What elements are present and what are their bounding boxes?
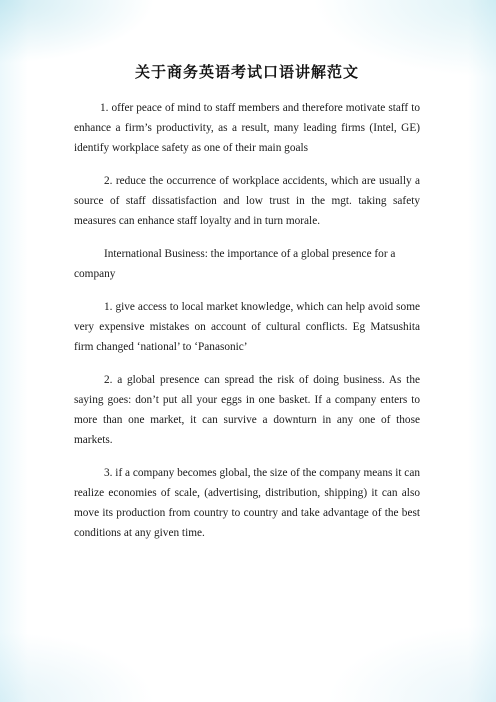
section-heading-international-business: International Business: the importance of a global presence for a company <box>74 248 396 280</box>
document-body <box>74 62 420 556</box>
document-title: 关于商务英语考试口语讲解范文 <box>134 63 359 81</box>
paragraph-global-economies-of-scale: 3. if a company becomes global, the size of the company means it can realize economies of scale, (advertising, distribution, shipping) it can also move its production from country to country and take advantage of the best conditions at any given time. <box>74 467 420 539</box>
paragraph-safety-reduce-accidents: 2. reduce the occurrence of workplace accidents, which are usually a source of staff dissatisfaction and low trust in the mgt. taking safety measures can enhance staff loyalty and in turn morale. <box>74 175 420 227</box>
paragraph-global-local-knowledge: 1. give access to local market knowledge, which can help avoid some very expensive mistakes on account of cultural conflicts. Eg Matsushita firm changed ‘national’ to ‘Panasonic’ <box>74 301 420 353</box>
paragraph-global-spread-risk: 2. a global presence can spread the risk of doing business. As the saying goes: don’t put all your eggs in one basket. If a company enters to more than one market, it can survive a downturn in any one of those markets. <box>74 374 420 446</box>
paragraph-safety-peace-of-mind: 1. offer peace of mind to staff members and therefore motivate staff to enhance a firm’s productivity, as a result, many leading firms (Intel, GE) identify workplace safety as one of their main goals <box>74 102 420 154</box>
